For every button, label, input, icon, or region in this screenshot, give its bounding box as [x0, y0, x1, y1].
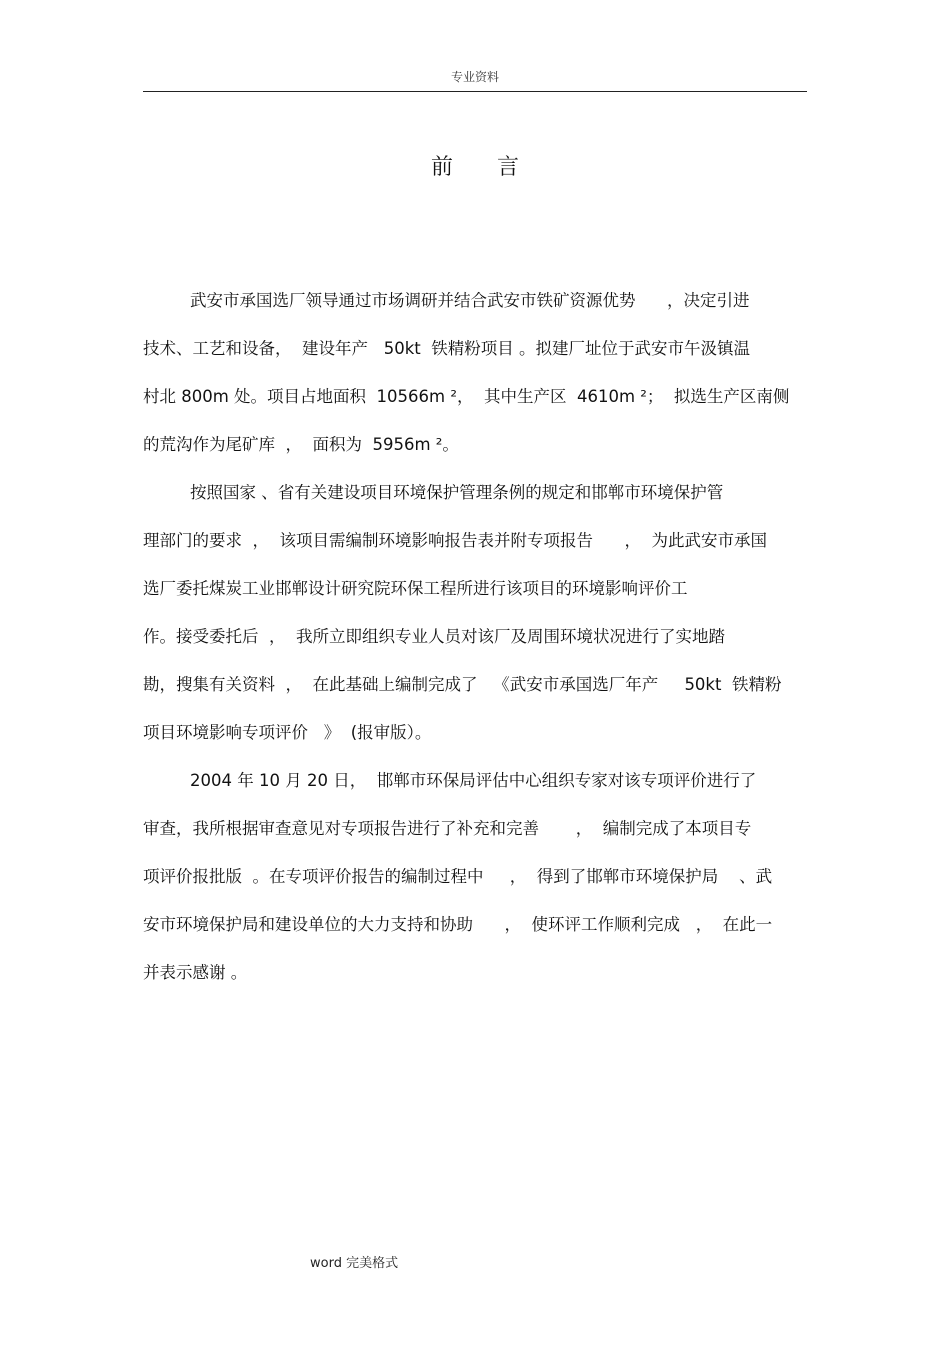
page-footer: word 完美格式: [310, 1256, 399, 1271]
paragraph-2-line-4: 作。接受委托后 ， 我所立即组织专业人员对该厂及周围环境状况进行了实地踏: [143, 627, 725, 646]
paragraph-2-line-3: 选厂委托煤炭工业邯郸设计研究院环保工程所进行该项目的环境影响评价工: [143, 579, 688, 598]
paragraph-2-line-2: 理部门的要求 ， 该项目需编制环境影响报告表并附专项报告 ， 为此武安市承国: [143, 531, 767, 550]
header-rule: [143, 91, 807, 92]
paragraph-3-line-4: 安市环境保护局和建设单位的大力支持和协助 ， 使环评工作顺利完成 ， 在此一: [143, 915, 773, 934]
paragraph-3-line-5: 并表示感谢 。: [143, 963, 248, 982]
paragraph-1-line-1: 武安市承国选厂领导通过市场调研并结合武安市铁矿资源优势 ，决定引进: [190, 291, 750, 310]
paragraph-1-line-3: 村北 800m 处。项目占地面积 10566m ²， 其中生产区 4610m ²； 拟选生产区南侧: [143, 387, 790, 406]
paragraph-3-line-2: 审查，我所根据审查意见对专项报告进行了补充和完善 ， 编制完成了本项目专: [143, 819, 752, 838]
page-header: 专业资料: [450, 70, 499, 84]
paragraph-1-line-4: 的荒沟作为尾矿库 ， 面积为 5956m ²。: [143, 435, 459, 454]
paragraph-2-line-5: 勘，搜集有关资料 ， 在此基础上编制完成了 《武安市承国选厂年产 50kt 铁精粉: [143, 675, 782, 694]
paragraph-3-line-3: 项评价报批版 。在专项评价报告的编制过程中 ， 得到了邯郸市环境保护局 、武: [143, 867, 773, 886]
document-title: 前言: [430, 155, 563, 180]
paragraph-1-line-2: 技术、工艺和设备， 建设年产 50kt 铁精粉项目 。拟建厂址位于武安市午汲镇温: [143, 339, 750, 358]
paragraph-2-line-1: 按照国家 、省有关建设项目环境保护管理条例的规定和邯郸市环境保护管: [190, 483, 724, 502]
paragraph-3-line-1: 2004 年 10 月 20 日， 邯郸市环保局评估中心组织专家对该专项评价进行了: [190, 771, 757, 790]
paragraph-2-line-6: 项目环境影响专项评价 》 (报审版）。: [143, 723, 432, 742]
